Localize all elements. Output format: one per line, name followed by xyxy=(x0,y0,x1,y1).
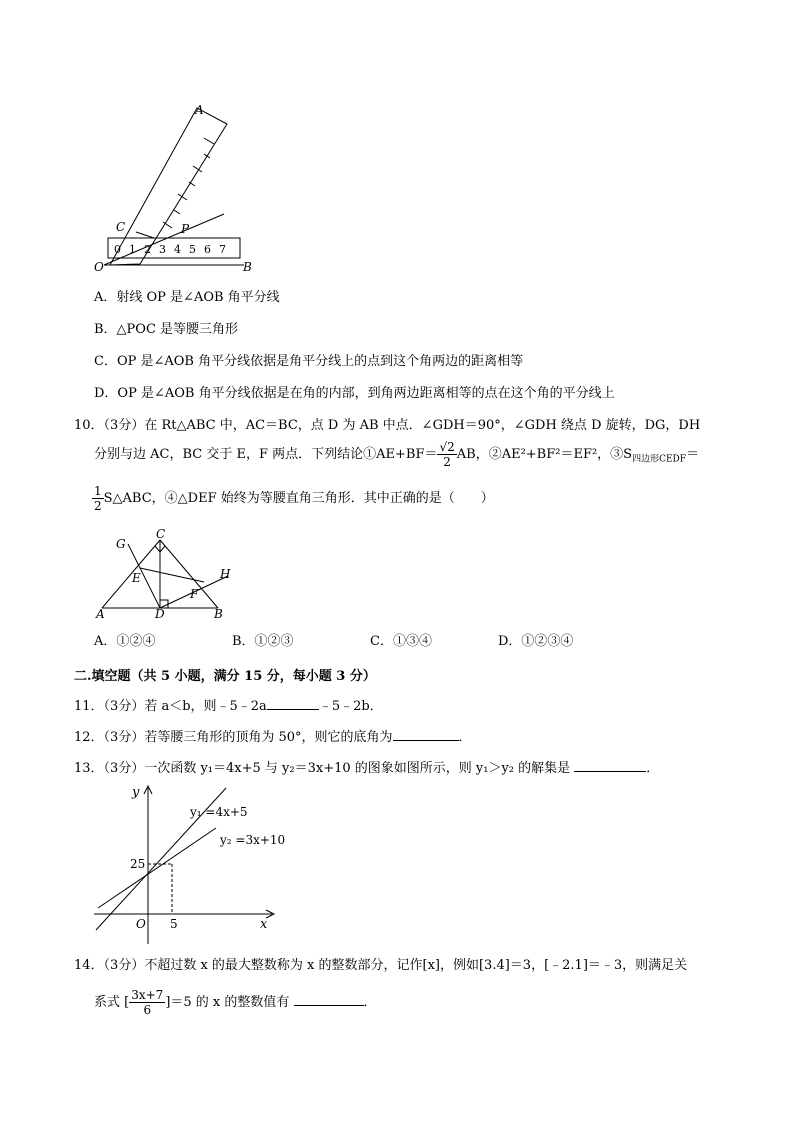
tick-25: 25 xyxy=(130,857,146,871)
q10-line2a: 分别与边 AC，BC 交于 E，F 两点．下列结论①AE+BF＝ xyxy=(94,447,438,462)
label-O: O xyxy=(94,260,104,274)
ruler-tick: 0 xyxy=(114,243,121,256)
label-D: D xyxy=(155,607,165,620)
q14-end: ． xyxy=(363,995,377,1010)
sqrt2: √2 xyxy=(439,440,455,454)
ruler-tick: 2 xyxy=(144,243,151,256)
one-half xyxy=(92,484,104,513)
q13-post: ． xyxy=(646,761,660,776)
label-P: P xyxy=(181,222,190,236)
q13-blank[interactable] xyxy=(574,758,646,772)
label-B2: B xyxy=(214,607,223,620)
q10-line1: 10．（3分）在 Rt△ABC 中，AC＝BC，点 D 为 AB 中点．∠GDH＝90°，∠GDH 绕点 D 旋转，DG，DH xyxy=(74,418,701,433)
label-C2: C xyxy=(156,528,166,541)
q14-pre: 系式 [ xyxy=(94,995,130,1010)
q14-line1: 14．（3分）不超过数 x 的最大整数称为 x 的整数部分，记作[x]，例如[3.4]＝3，[﹣2.1]＝﹣3，则满足关 xyxy=(74,958,688,973)
ruler-tick: 5 xyxy=(189,243,196,256)
q11-blank[interactable] xyxy=(267,696,319,710)
line1-label: y₁ =4x+5 xyxy=(190,805,248,819)
q10-line2c: ＝ xyxy=(686,447,700,462)
q9-option-c: C．OP 是∠AOB 角平分线依据是角平分线上的点到这个角两边的距离相等 xyxy=(94,354,524,369)
label-H: H xyxy=(220,567,231,581)
half-den: 2 xyxy=(94,499,102,513)
q10-option-d: D．①②③④ xyxy=(498,634,574,649)
q10-option-c: C．①③④ xyxy=(370,634,432,649)
q14-post: ]＝5 的 x 的整数值有 xyxy=(165,995,290,1010)
label-C: C xyxy=(116,220,126,234)
q14-blank[interactable] xyxy=(294,992,364,1006)
q10-option-b: B．①②③ xyxy=(232,634,294,649)
q9-option-b: B．△POC 是等腰三角形 xyxy=(94,322,239,337)
ruler-tick: 4 xyxy=(174,243,181,256)
q11-pre: 11．（3分）若 a＜b，则﹣5﹣2a xyxy=(74,699,267,714)
label-F: F xyxy=(190,587,199,601)
q12 xyxy=(74,727,472,746)
axis-x-label: x xyxy=(260,917,268,932)
q12-blank[interactable] xyxy=(393,727,459,741)
q10-line3-text: S△ABC，④△DEF 始终为等腰直角三角形．其中正确的是（ ） xyxy=(103,491,494,506)
q14-line2 xyxy=(94,988,377,1018)
q9-option-a: A．射线 OP 是∠AOB 角平分线 xyxy=(94,290,280,305)
q11 xyxy=(74,696,383,715)
tick-5: 5 xyxy=(170,917,178,931)
q11-post: ﹣5﹣2b． xyxy=(318,699,383,714)
label-A: A xyxy=(195,103,204,117)
q14-fraction xyxy=(129,988,165,1017)
q10-line3 xyxy=(92,484,494,514)
ruler-tick: 3 xyxy=(159,243,166,256)
fig-angle-ruler xyxy=(92,100,262,275)
ruler-tick: 7 xyxy=(219,243,226,256)
fig-line-graph xyxy=(90,780,290,950)
q14-den: 6 xyxy=(143,1003,152,1017)
line2-label: y₂ =3x+10 xyxy=(220,833,286,847)
axis-y-label: y xyxy=(132,785,140,800)
q13 xyxy=(74,758,659,777)
label-A2: A xyxy=(96,607,105,620)
q12-post: ． xyxy=(458,730,472,745)
sqrt2-over-2 xyxy=(437,440,456,469)
den-2: 2 xyxy=(443,455,451,469)
q10-line2 xyxy=(94,440,699,475)
label-E: E xyxy=(132,571,141,585)
q12-pre: 12．（3分）若等腰三角形的顶角为 50°，则它的底角为 xyxy=(74,730,393,745)
fig-triangle xyxy=(92,528,240,620)
origin-label: O xyxy=(136,917,146,931)
q13-pre: 13．（3分）一次函数 y₁＝4x+5 与 y₂＝3x+10 的图象如图所示，则 y₁＞y₂ 的解集是 xyxy=(74,761,571,776)
q10-option-a: A．①②④ xyxy=(94,634,156,649)
q10-line2b: AB，②AE²+BF²＝EF²，③S xyxy=(456,447,633,462)
ruler-tick: 6 xyxy=(204,243,211,256)
ruler-tick: 1 xyxy=(129,243,136,256)
q14-num: 3x+7 xyxy=(131,988,164,1002)
label-B: B xyxy=(243,260,252,274)
half-num: 1 xyxy=(94,484,102,498)
sub-quad: 四边形CEDF xyxy=(632,454,687,465)
section-2-title: 二.填空题（共 5 小题，满分 15 分，每小题 3 分） xyxy=(74,669,376,684)
q9-option-d: D．OP 是∠AOB 角平分线依据是在角的内部，到角两边距离相等的点在这个角的平分线上 xyxy=(94,386,615,401)
label-G: G xyxy=(116,537,126,551)
